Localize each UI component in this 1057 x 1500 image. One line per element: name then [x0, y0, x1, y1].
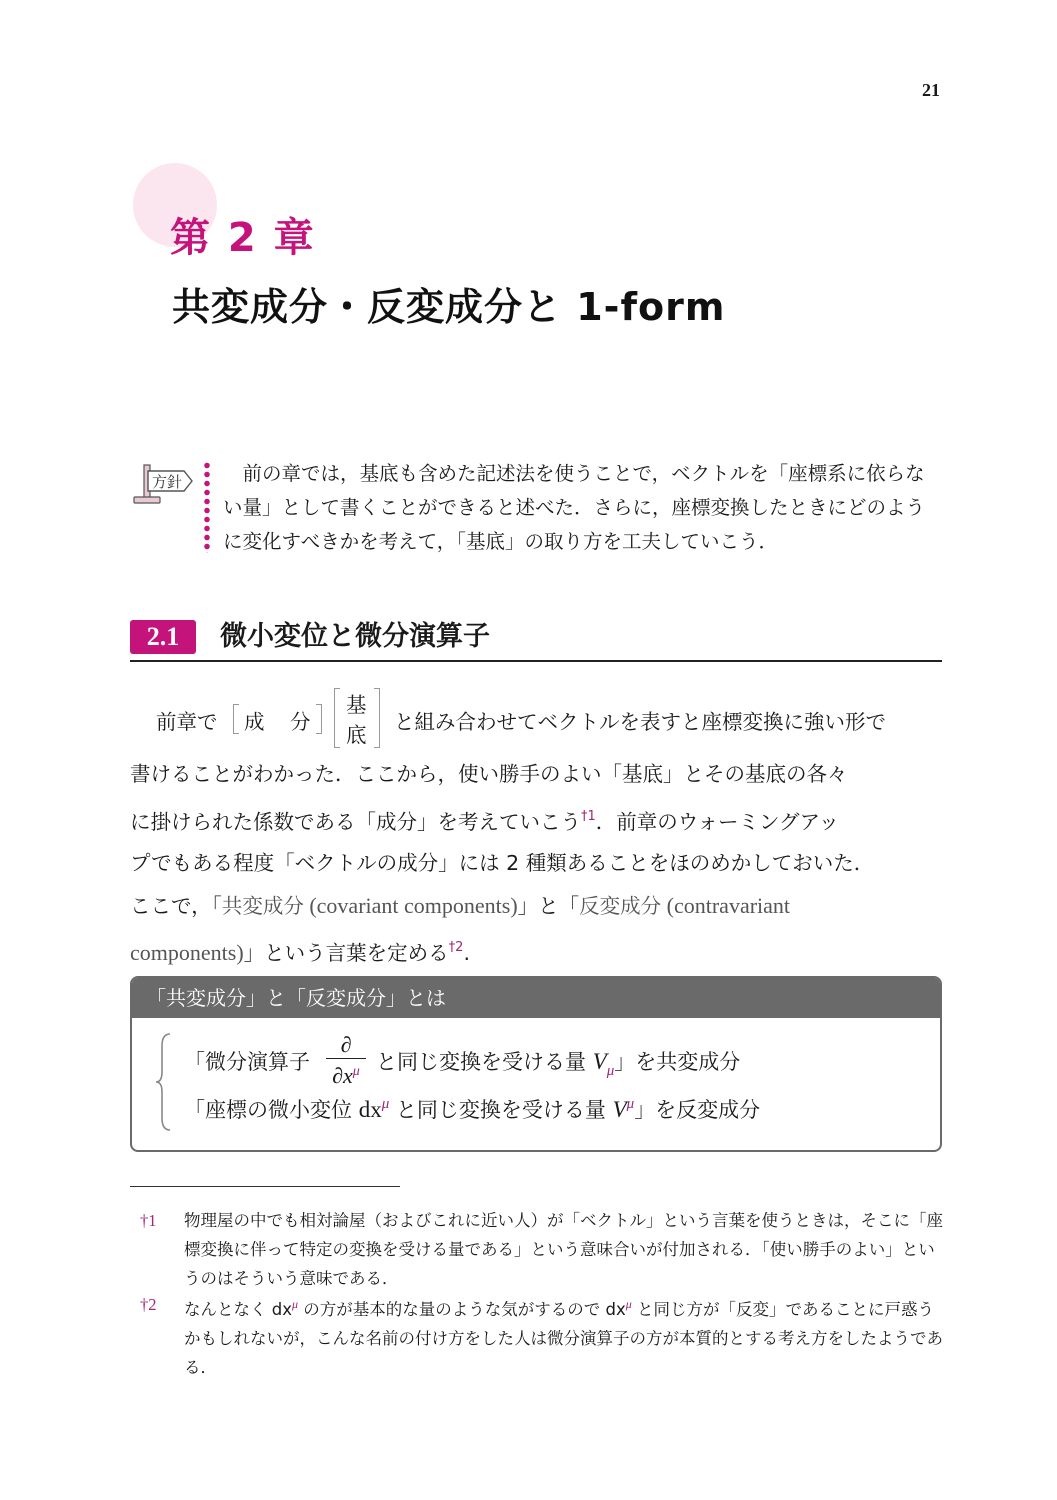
fraction-denominator-text: ∂x — [332, 1063, 353, 1088]
body-line-2: 書けることがわかった．ここから，使い勝手のよい「基底」とその基底の各々 — [130, 762, 848, 786]
footnote-1-text: 物理屋の中でも相対論屋（およびこれに近い人）が「ベクトル」という言葉を使うときは，そこに「座標変換に伴って特定の変換を受ける量である」という意味合いが付加される．「使い勝手のよい」というのはそういう意味である． — [184, 1211, 943, 1288]
policy-block — [130, 455, 942, 555]
body-line-6-end: . — [463, 941, 470, 965]
section-number: 2.1 — [130, 620, 196, 654]
policy-dotted-rule — [204, 461, 210, 553]
footnote-ref-2[interactable]: †2 — [448, 940, 464, 955]
basis-bracket-right — [374, 688, 380, 748]
section-heading — [130, 620, 942, 662]
footnote-2-mark: †2 — [140, 1295, 157, 1314]
definition-line-1-suffix: 」を共変成分 — [614, 1050, 741, 1074]
footnote-2-text — [184, 1290, 944, 1382]
covariant-english: (covariant components) — [303, 892, 518, 918]
body-paragraph — [130, 754, 942, 975]
chapter-label: 第 2 章 — [170, 215, 316, 261]
basis-bracket-left — [334, 688, 340, 748]
definition-line-1-prefix: 「微分演算子 — [184, 1050, 310, 1074]
partial-derivative-fraction — [324, 1032, 368, 1088]
signpost-label: 方針 — [152, 473, 183, 491]
body-line-5a: ここで，「 — [130, 893, 222, 918]
body-line-5 — [130, 885, 942, 928]
fraction-denominator — [324, 1059, 368, 1088]
definition-line-2-text: と同じ変換を受ける量 — [389, 1098, 606, 1122]
definition-box-header: 「共変成分」と「反変成分」とは — [132, 978, 940, 1018]
body-line-5b: 」と「 — [517, 893, 580, 918]
section-title: 微小変位と微分演算子 — [220, 621, 490, 652]
policy-text: 前の章では，基底も含めた記述法を使うことで，ベクトルを「座標系に依らない量」として書くことができると述べた．さらに，座標変換したときにどのように変化すべきかを考えて，「基底」の取り方を工夫していこう． — [223, 462, 926, 553]
page-number: 21 — [922, 80, 940, 100]
contravariant-term: 反変成分 — [579, 893, 662, 918]
definition-dx: dx — [358, 1097, 382, 1122]
definition-line-2 — [184, 1094, 760, 1124]
chapter-title: 共変成分・反変成分と 1-form — [172, 285, 726, 329]
body-intro: 前章で — [156, 710, 218, 734]
contravariant-superscript-mu: μ — [626, 1096, 635, 1112]
body-line-4: プでもある程度「ベクトルの成分」には 2 種類あることをほのめかしておいた． — [130, 851, 875, 875]
body-line-1 — [130, 688, 942, 748]
definition-line-1-text: と同じ変換を受ける量 — [376, 1050, 586, 1074]
component-bracket-right — [316, 704, 322, 734]
footnote-1-mark: †1 — [140, 1211, 157, 1230]
component-word-2: 分 — [290, 710, 311, 734]
body-line-3 — [130, 796, 942, 844]
covariant-term: 共変成分 — [221, 893, 304, 918]
footnote-2-mu-2: μ — [625, 1297, 632, 1311]
component-bracket-left — [233, 704, 239, 734]
footnote-2-text-c: と同じ方が「反変」であることに戸惑うかもしれないが，こんな名前の付け方をした人は微分演算子の方が本質的とする考え方をしたようである． — [184, 1300, 943, 1377]
fraction-mu: μ — [352, 1064, 360, 1079]
contravariant-V: V — [612, 1097, 627, 1122]
body-line-1-rest: と組み合わせてベクトルを表すと座標変換に強い形で — [394, 710, 886, 734]
body-line-3b: ．前章のウォーミングアッ — [595, 809, 840, 834]
footnote-2-mu-1: μ — [291, 1297, 299, 1311]
definition-line-2-prefix: 「座標の微小変位 — [184, 1098, 359, 1122]
covariant-subscript-mu: μ — [606, 1063, 615, 1079]
definition-line-2-suffix: 」を反変成分 — [634, 1098, 761, 1122]
footnote-rule — [130, 1186, 400, 1187]
footnote-2-text-a: なんとなく dx — [184, 1300, 292, 1319]
signpost-icon — [130, 461, 194, 507]
fraction-numerator: ∂ — [340, 1032, 352, 1057]
definition-box-body — [132, 1018, 940, 1150]
body-line-6 — [130, 927, 942, 975]
definition-dx-mu: μ — [381, 1096, 390, 1112]
components-english: components) — [130, 940, 244, 965]
footnote-2-text-b: の方が基本的な量のような気がするので dx — [298, 1300, 626, 1319]
body-line-6b: 」という言葉を定める — [243, 941, 449, 965]
component-word-1: 成 — [244, 710, 265, 734]
definition-line-1-rest — [376, 1046, 740, 1080]
footnote-ref-1[interactable]: †1 — [581, 808, 596, 824]
basis-bottom: 底 — [346, 723, 367, 747]
left-brace-icon — [154, 1032, 174, 1132]
body-line-3a: に掛けられた係数である「成分」を考えていこう — [130, 809, 581, 834]
basis-top: 基 — [346, 693, 367, 717]
covariant-V: V — [592, 1049, 607, 1074]
contravariant-english: (contravariant — [661, 892, 791, 918]
definition-box — [130, 976, 942, 1152]
